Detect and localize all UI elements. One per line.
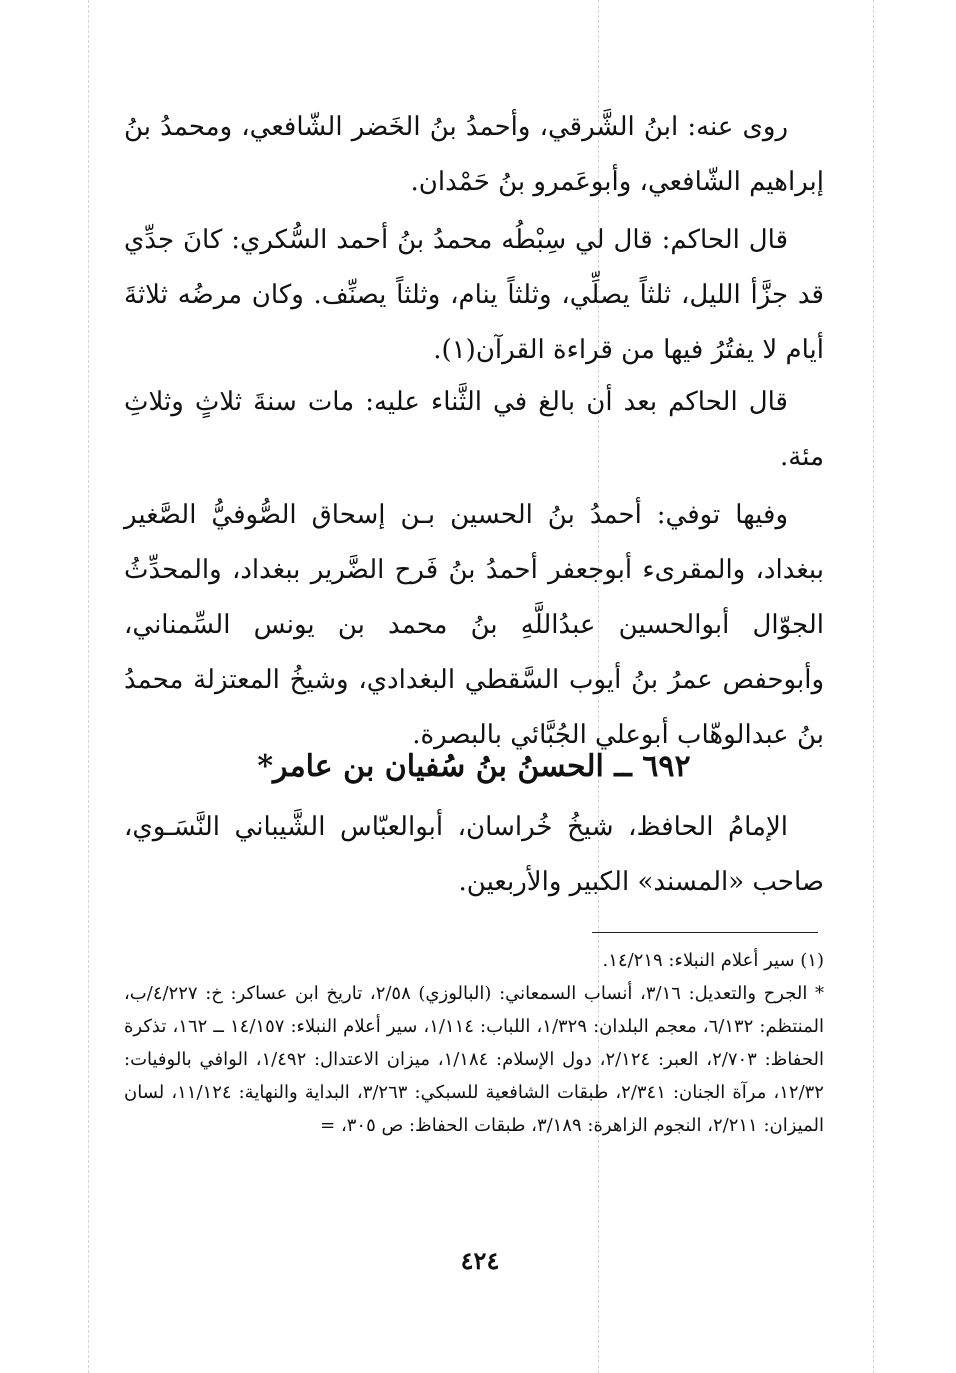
paragraph-text: قال الحاكم: قال لي سِبْطُه محمدُ بنُ أحمد السُّكري: كانَ جدِّي قد جزَّأ الليل، ثلثاً يصلِّي، وثلثاً ينام، وثلثاً يصنِّف. وكان مرضُه ثلاثةَ أيام لا يفتُرُ فيها من قراءة القرآن(١). [124, 225, 824, 365]
page-number: ٤٢٤ [460, 1246, 500, 1275]
paragraph-narrators [124, 100, 824, 210]
entry-heading: ٦٩٢ ــ الحسنُ بنُ سُفيان بن عامر* [257, 749, 691, 784]
footnotes [124, 944, 824, 1142]
paragraph-text: روى عنه: ابنُ الشَّرقي، وأحمدُ بنُ الخَضر الشّافعي، ومحمدُ بنُ إبراهيم الشّافعي، وأبوعَمرو بنُ حَمْدان. [124, 112, 824, 197]
footnote-divider [592, 932, 818, 933]
paragraph-text: الإمامُ الحافظ، شيخُ خُراسان، أبوالعبّاس الشَّيباني النَّسَـوي، صاحب «المسند» الكبير والأربعين. [124, 812, 824, 897]
paragraph-text: وفيها توفي: أحمدُ بنُ الحسين بـن إسحاق الصُّوفيُّ الصَّغير ببغداد، والمقرىء أبوجعفر أحمدُ بنُ فَرح الضَّرير ببغداد، والمحدِّثُ الجوّال أبوالحسين عبدُاللَّهِ بنُ محمد بن يونس السِّمناني، وأبوحفص عمرُ بنُ أيوب السَّقطي البغدادي، وشيخُ المعتزلة محمدُ بنُ عبدالوهّاب أبوعلي الجُبَّائي بالبصرة. [124, 500, 824, 750]
footnote-1: (١) سير أعلام النبلاء: ١٤/٢١٩. [602, 950, 824, 971]
entry-biography [124, 800, 824, 910]
paragraph-text: قال الحاكم بعد أن بالغ في الثَّناء عليه: مات سنةَ ثلاثٍ وثلاثِ مئة. [124, 387, 824, 472]
scan-artifact-line [873, 0, 874, 1373]
scan-artifact-line [88, 0, 89, 1373]
paragraph-deaths-that-year [124, 488, 824, 763]
footnote-sources: * الجرح والتعديل: ٣/١٦، أنساب السمعاني: (البالوزي) ٢/٥٨، تاريخ ابن عساكر: خ: ٤/٢٢٧/ب، المنتظم: ٦/١٣٢، معجم البلدان: ١/٣٢٩، اللباب: ١/١١٤، سير أعلام النبلاء: ١٤/١٥٧ ــ ١٦٢، تذكرة الحفاظ: ٢/٧٠٣، العبر: ٢/١٢٤، دول الإسلام: ١/١٨٤، ميزان الاعتدال: ١/٤٩٢، الوافي بالوفيات: ١٢/٣٢، مرآة الجنان: ٢/٣٤١، طبقات الشافعية للسبكي: ٣/٢٦٣، البداية والنهاية: ١١/١٢٤، لسان الميزان: ٢/٢١١، النجوم الزاهرة: ٣/١٨٩، طبقات الحفاظ: ص ٣٠٥، = [124, 983, 825, 1136]
paragraph-death-year [124, 375, 824, 485]
paragraph-hakim-quote [124, 213, 824, 378]
